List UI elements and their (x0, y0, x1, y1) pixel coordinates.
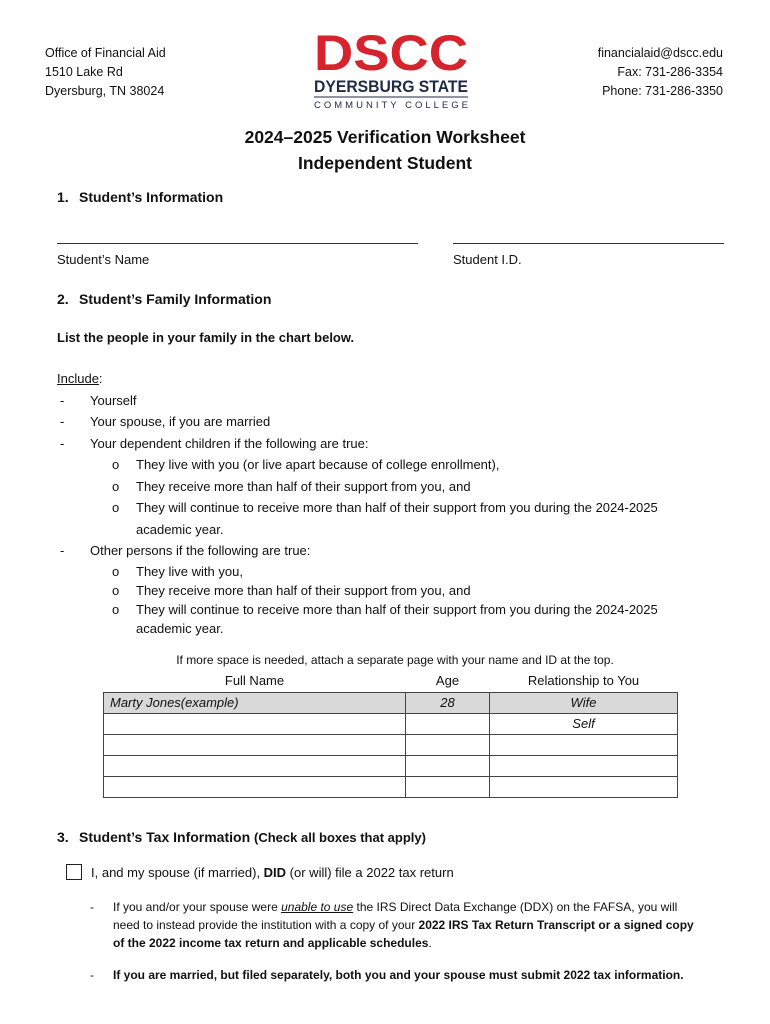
cell-relationship[interactable] (490, 734, 678, 755)
cell-relationship[interactable] (490, 755, 678, 776)
col-age: Age (406, 670, 490, 692)
cell-age[interactable] (406, 713, 490, 734)
title-line-2: Independent Student (297, 153, 473, 173)
note1-line2-bold: 2022 IRS Tax Return Transcript or a signed copy (418, 918, 694, 932)
family-intro: List the people in your family in the chart below. (57, 330, 355, 345)
bullet-o: o (112, 582, 120, 598)
item-yourself: Yourself (90, 392, 137, 408)
logo-name: DYERSBURG STATE (314, 77, 468, 96)
contact-info (598, 44, 723, 101)
bullet-o: o (112, 457, 120, 472)
tax-note-2 (90, 966, 740, 984)
cell-age[interactable] (406, 755, 490, 776)
bullet-o: o (112, 500, 120, 515)
table-row (104, 776, 678, 797)
others-condition-3: They will continue to receive more than half of their support from you during the 2024-2025 (136, 601, 658, 617)
contact-phone: Phone: 731-286-3350 (602, 84, 723, 98)
checkbox-label-pre: I, and my spouse (if married), (91, 865, 264, 880)
tax-note-1 (90, 898, 730, 952)
children-condition-3: They will continue to receive more than half of their support from you during the 2024-2025 (136, 500, 658, 515)
section-2-title: Student’s Family Information (79, 291, 272, 307)
item-children: Your dependent children if the following are true: (90, 435, 369, 451)
note1-mid: the IRS Direct Data Exchange (DDX) on the FAFSA, you will (353, 900, 678, 914)
student-id-field[interactable] (453, 243, 724, 244)
family-table (103, 670, 678, 798)
address-line-2: 1510 Lake Rd (45, 65, 123, 79)
section-2-number: 2. (57, 291, 69, 307)
office-address (45, 44, 166, 101)
cell-relationship[interactable]: Self (490, 713, 678, 734)
section-2-heading (57, 291, 271, 307)
others-condition-1: They live with you, (136, 563, 243, 579)
section-3-title: Student’s Tax Information (79, 829, 251, 845)
checkbox-label-post: (or will) file a 2022 tax return (286, 865, 454, 880)
contact-email[interactable]: financialaid@dscc.edu (597, 46, 723, 60)
section-1-heading (57, 189, 223, 205)
section-3-heading (57, 829, 426, 845)
col-relationship: Relationship to You (490, 670, 678, 692)
bullet-dash: - (60, 414, 65, 429)
others-condition-3-cont: academic year. (136, 620, 224, 636)
others-condition-2: They receive more than half of their support from you, and (136, 582, 471, 598)
worksheet-title (0, 124, 770, 176)
table-header-row (104, 670, 678, 692)
address-line-3: Dyersburg, TN 38024 (45, 84, 165, 98)
include-label: Include (57, 371, 99, 386)
note1-em: unable to use (281, 900, 354, 914)
cell-age[interactable] (406, 776, 490, 797)
bullet-o: o (112, 601, 120, 617)
bullet-dash: - (60, 392, 65, 408)
logo-mark: DSCC (314, 26, 468, 81)
children-condition-3-cont: academic year. (136, 521, 224, 537)
children-condition-1: They live with you (or live apart because of college enrollment), (136, 457, 500, 472)
cell-age[interactable] (406, 734, 490, 755)
note1-line2-pre: need to instead provide the institution with a copy of your (113, 918, 419, 932)
bullet-dash: - (60, 543, 65, 558)
title-line-1: 2024–2025 Verification Worksheet (244, 127, 526, 147)
table-row (104, 713, 678, 734)
dscc-logo (312, 26, 470, 110)
section-3-number: 3. (57, 829, 69, 845)
student-id-label: Student I.D. (453, 252, 522, 267)
table-row (104, 755, 678, 776)
note1-pre: If you and/or your spouse were (113, 900, 282, 914)
filed-tax-return-label (91, 865, 454, 880)
cell-age[interactable]: 28 (406, 692, 490, 713)
bullet-o: o (112, 478, 120, 494)
cell-name[interactable] (104, 755, 406, 776)
include-colon: : (98, 371, 103, 386)
cell-relationship[interactable] (490, 776, 678, 797)
bullet-o: o (112, 563, 120, 579)
address-line-1: Office of Financial Aid (45, 46, 166, 60)
checkbox-label-bold: DID (263, 865, 287, 880)
filed-tax-return-checkbox[interactable] (66, 864, 82, 880)
cell-relationship[interactable]: Wife (490, 692, 678, 713)
cell-name[interactable] (104, 713, 406, 734)
children-condition-2: They receive more than half of their support from you, and (136, 478, 471, 494)
bullet-dash: - (60, 435, 65, 451)
bullet-dash: - (90, 968, 94, 982)
student-name-label: Student’s Name (57, 252, 150, 267)
include-list (57, 368, 737, 638)
note2-text: If you are married, but filed separately, both you and your spouse must submit 2022 tax information. (113, 968, 684, 982)
cell-name[interactable] (104, 776, 406, 797)
bullet-dash: - (90, 900, 94, 914)
logo-sub: COMMUNITY COLLEGE (314, 100, 468, 110)
cell-name[interactable] (104, 734, 406, 755)
table-row (104, 734, 678, 755)
note1-line3-bold: of the 2022 income tax return and applicable schedules (113, 936, 429, 950)
cell-name[interactable]: Marty Jones(example) (104, 692, 406, 713)
note1-line3-end: . (428, 936, 432, 950)
item-others: Other persons if the following are true: (90, 543, 311, 558)
section-3-note: (Check all boxes that apply) (254, 830, 426, 845)
contact-fax: Fax: 731-286-3354 (617, 65, 723, 79)
student-name-field[interactable] (57, 243, 418, 244)
section-1-number: 1. (57, 189, 69, 205)
item-spouse: Your spouse, if you are married (90, 414, 271, 429)
table-note: If more space is needed, attach a separate page with your name and ID at the top. (176, 653, 614, 667)
table-row (104, 692, 678, 713)
section-1-title: Student’s Information (79, 189, 224, 205)
col-full-name: Full Name (104, 670, 406, 692)
